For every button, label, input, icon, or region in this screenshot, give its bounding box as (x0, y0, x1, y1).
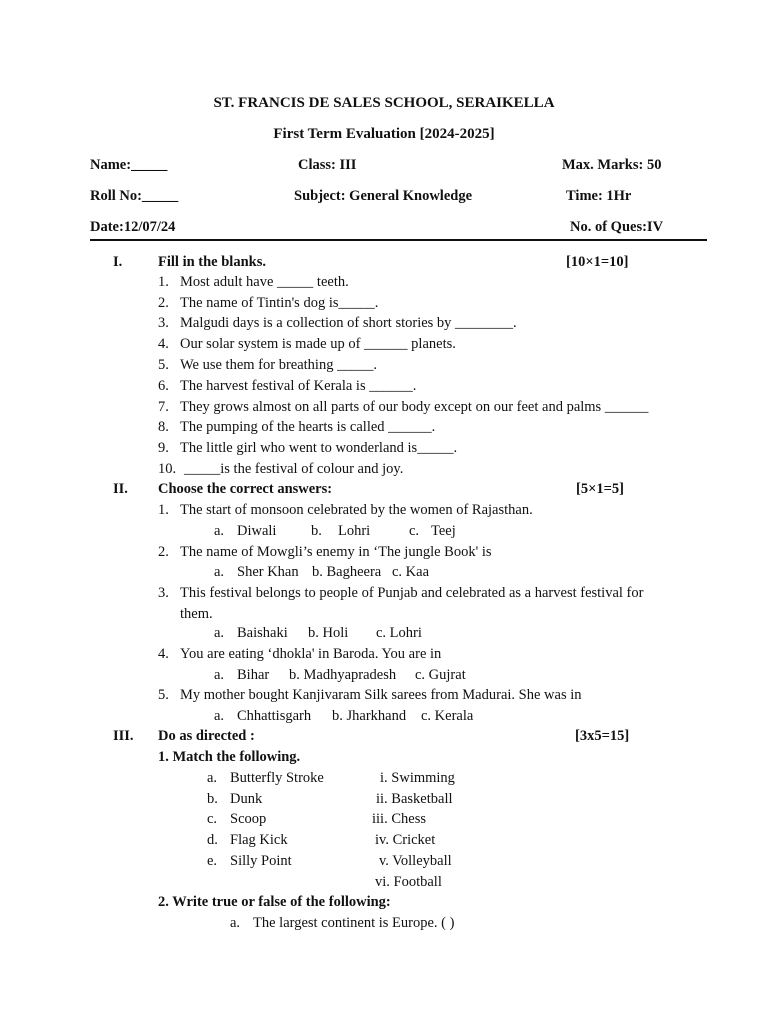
option: Bihar (237, 667, 270, 683)
match-letter: d. (207, 832, 218, 848)
section-1-title: Fill in the blanks. (158, 254, 266, 270)
section-2-number: II. (113, 481, 128, 497)
option: c. Gujrat (415, 667, 466, 683)
tf-item: The largest continent is Europe. ( ) (253, 915, 455, 931)
list-number: 2. (158, 295, 169, 311)
option: c. Lohri (376, 625, 422, 641)
match-letter: e. (207, 853, 218, 869)
option: b. (311, 523, 322, 539)
list-number: 10. (158, 461, 177, 477)
exam-title: First Term Evaluation [2024-2025] (273, 126, 495, 142)
option: Diwali (237, 523, 277, 539)
option: Baishaki (237, 625, 288, 641)
match-option: iii. Chess (372, 811, 426, 827)
list-item: The name of Tintin's dog is_____. (180, 295, 379, 311)
tf-letter: a. (230, 915, 241, 931)
roll-field: Roll No:_____ (90, 188, 179, 204)
list-item: The name of Mowgli’s enemy in ‘The jungle Book' is (180, 544, 492, 560)
match-option: i. Swimming (380, 770, 455, 786)
match-item: Silly Point (230, 853, 292, 869)
match-letter: b. (207, 791, 218, 807)
section-3-title: Do as directed : (158, 728, 255, 744)
list-number: 9. (158, 440, 169, 456)
section-3-marks: [3x5=15] (575, 728, 630, 744)
option: c. (409, 523, 420, 539)
list-item: The start of monsoon celebrated by the women of Rajasthan. (180, 502, 533, 518)
option: c. Kerala (421, 708, 474, 724)
list-number: 1. (158, 502, 169, 518)
list-number: 3. (158, 315, 169, 331)
section-2-title: Choose the correct answers: (158, 481, 333, 497)
list-item: The harvest festival of Kerala is ______. (180, 378, 417, 394)
match-option: iv. Cricket (375, 832, 436, 848)
list-number: 7. (158, 399, 169, 415)
option: b. Madhyapradesh (289, 667, 397, 683)
match-letter: a. (207, 770, 218, 786)
list-number: 4. (158, 646, 169, 662)
option: a. (214, 625, 225, 641)
max-marks-field: Max. Marks: 50 (562, 157, 662, 173)
match-letter: c. (207, 811, 218, 827)
list-number: 5. (158, 357, 169, 373)
school-name: ST. FRANCIS DE SALES SCHOOL, SERAIKELLA (213, 95, 555, 111)
list-item-continued: them. (180, 606, 213, 622)
class-field: Class: III (298, 157, 357, 173)
option: a. (214, 564, 225, 580)
list-item: The pumping of the hearts is called ______. (180, 419, 436, 435)
list-item: Malgudi days is a collection of short stories by ________. (180, 315, 517, 331)
option: c. Kaa (392, 564, 430, 580)
match-title: 1. Match the following. (158, 749, 301, 765)
section-1-number: I. (113, 254, 123, 270)
match-item: Scoop (230, 811, 267, 827)
header-divider (90, 239, 707, 241)
date-field: Date:12/07/24 (90, 219, 176, 235)
option: Teej (431, 523, 456, 539)
option: b. Jharkhand (332, 708, 407, 724)
list-number: 4. (158, 336, 169, 352)
list-item: They grows almost on all parts of our body except on our feet and palms ______ (180, 399, 649, 415)
list-item: _____is the festival of colour and joy. (184, 461, 404, 477)
option: Sher Khan (237, 564, 299, 580)
match-item: Dunk (230, 791, 263, 807)
list-item: My mother bought Kanjivaram Silk sarees from Madurai. She was in (180, 687, 582, 703)
match-item: Butterfly Stroke (230, 770, 324, 786)
list-item: Our solar system is made up of ______ planets. (180, 336, 456, 352)
list-item: You are eating ‘dhokla' in Baroda. You are in (180, 646, 442, 662)
time-field: Time: 1Hr (566, 188, 632, 204)
match-option: vi. Football (375, 874, 442, 890)
section-2-marks: [5×1=5] (576, 481, 624, 497)
list-item: This festival belongs to people of Punjab and celebrated as a harvest festival for (180, 585, 644, 601)
list-number: 6. (158, 378, 169, 394)
match-option: ii. Basketball (376, 791, 453, 807)
option: Lohri (338, 523, 371, 539)
name-field: Name:_____ (90, 157, 168, 173)
option: Chhattisgarh (237, 708, 312, 724)
list-number: 2. (158, 544, 169, 560)
option: a. (214, 523, 225, 539)
section-3-number: III. (113, 728, 134, 744)
match-option: v. Volleyball (379, 853, 452, 869)
list-number: 5. (158, 687, 169, 703)
option: a. (214, 667, 225, 683)
true-false-title: 2. Write true or false of the following: (158, 894, 391, 910)
subject-field: Subject: General Knowledge (294, 188, 473, 204)
list-item: The little girl who went to wonderland is_____. (180, 440, 458, 456)
option: b. Bagheera (312, 564, 382, 580)
questions-field: No. of Ques:IV (570, 219, 664, 235)
option: b. Holi (308, 625, 349, 641)
match-item: Flag Kick (230, 832, 288, 848)
list-number: 1. (158, 274, 169, 290)
list-number: 3. (158, 585, 169, 601)
list-item: Most adult have _____ teeth. (180, 274, 349, 290)
list-number: 8. (158, 419, 169, 435)
option: a. (214, 708, 225, 724)
list-item: We use them for breathing _____. (180, 357, 377, 373)
section-1-marks: [10×1=10] (566, 254, 629, 270)
